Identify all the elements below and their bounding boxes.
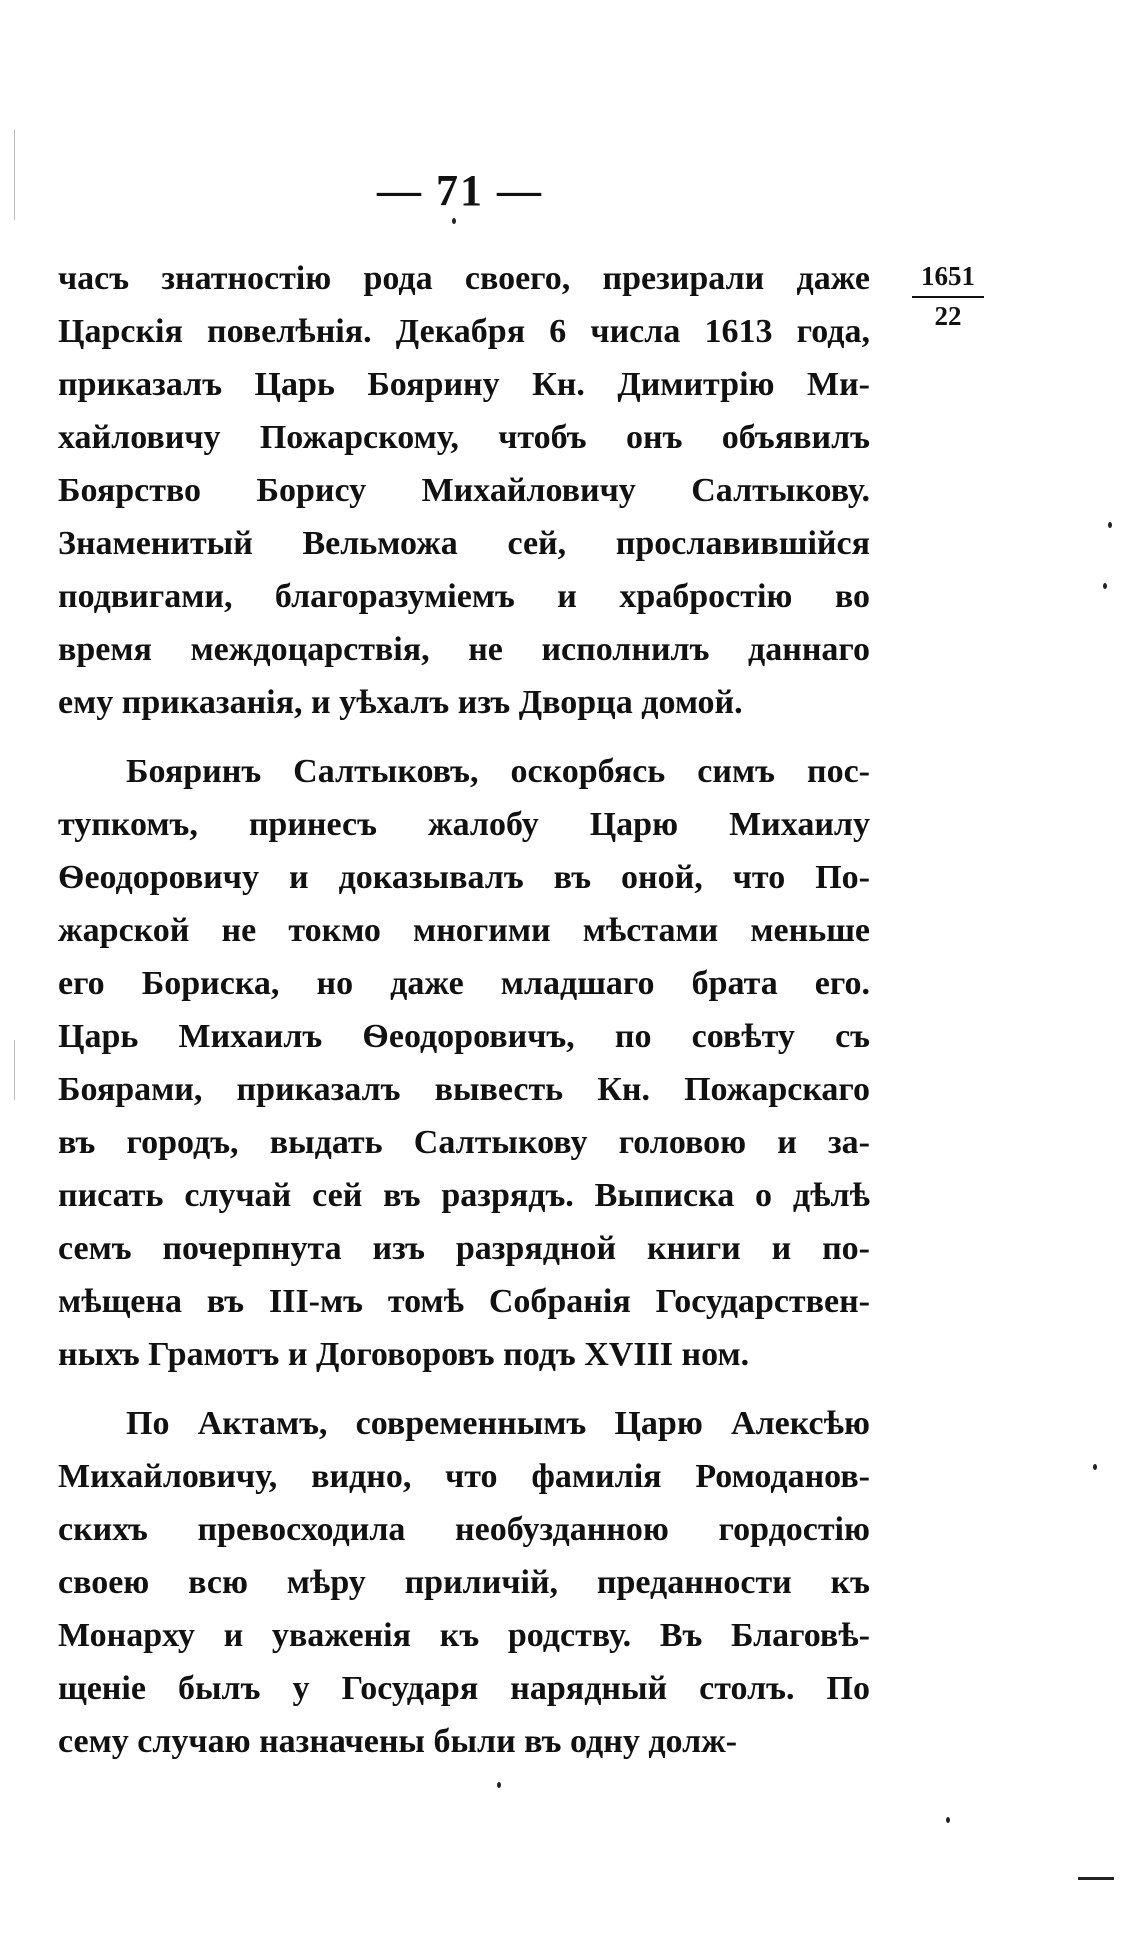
text-line: часъ знатностію рода своего, презирали даже bbox=[58, 260, 870, 297]
text-line: его Бориска, но даже младшаго брата его. bbox=[58, 965, 870, 1002]
page-number: — 71 — bbox=[377, 166, 543, 215]
text-line: Бояринъ Салтыковъ, оскорбясь симъ пос- bbox=[126, 753, 870, 790]
text-line: Боярство Борису Михайловичу Салтыкову. bbox=[58, 472, 870, 509]
paragraph bbox=[58, 252, 870, 729]
text-line: тупкомъ, принесъ жалобу Царю Михаилу bbox=[58, 806, 870, 843]
print-speck bbox=[1093, 1464, 1097, 1470]
text-line: Боярами, приказалъ вывесть Кн. Пожарскаго bbox=[58, 1071, 870, 1108]
text-line: время междоцарствія, не исполнилъ даннаго bbox=[58, 631, 870, 668]
text-line: Царскія повелѣнія. Декабря 6 числа 1613 года, bbox=[58, 313, 870, 350]
paragraph bbox=[58, 1397, 870, 1768]
text-line: подвигами, благоразуміемъ и храбростію во bbox=[58, 578, 870, 615]
text-line: Монарху и уваженія къ родству. Въ Благовѣ- bbox=[58, 1617, 870, 1654]
text-line: хайловичу Пожарскому, чтобъ онъ объявилъ bbox=[58, 419, 870, 456]
page-edge-mark bbox=[14, 1040, 15, 1100]
text-line: Михайловичу, видно, что фамилія Ромоданов- bbox=[58, 1458, 870, 1495]
text-line: Царь Михаилъ Ѳеодоровичъ, по совѣту съ bbox=[58, 1018, 870, 1055]
text-line: Знаменитый Вельможа сей, прославившійся bbox=[58, 525, 870, 562]
margin-date-note bbox=[912, 258, 984, 334]
text-line: въ городъ, выдать Салтыкову головою и за- bbox=[58, 1124, 870, 1161]
body-text bbox=[58, 252, 870, 1784]
print-speck bbox=[946, 1817, 950, 1823]
margin-note-year: 1651 bbox=[912, 258, 984, 298]
print-speck bbox=[1108, 522, 1112, 528]
page-edge-mark bbox=[14, 130, 15, 220]
text-line: семъ почерпнута изъ разрядной книги и по- bbox=[58, 1230, 870, 1267]
text-line: писать случай сей въ разрядъ. Выписка о дѣлѣ bbox=[58, 1177, 870, 1214]
text-line: По Актамъ, современнымъ Царю Алексѣю bbox=[126, 1405, 870, 1442]
text-line: своею всю мѣру приличій, преданности къ bbox=[58, 1564, 870, 1601]
print-speck bbox=[1103, 583, 1107, 589]
text-line: мѣщена въ III-мъ томѣ Собранія Государствен- bbox=[58, 1283, 870, 1320]
text-line: жарской не токмо многими мѣстами меньше bbox=[58, 912, 870, 949]
text-line: щеніе былъ у Государя нарядный столъ. По bbox=[58, 1670, 870, 1707]
text-line: ему приказанія, и уѣхалъ изъ Дворца домой. bbox=[58, 684, 743, 721]
margin-note-day: 22 bbox=[934, 301, 962, 331]
text-line: скихъ превосходила необузданною гордостію bbox=[58, 1511, 870, 1548]
text-line: Ѳеодоровичу и доказывалъ въ оной, что По- bbox=[58, 859, 870, 896]
print-rule-mark bbox=[1078, 1877, 1114, 1880]
text-line: сему случаю назначены были въ одну долж- bbox=[58, 1723, 738, 1760]
paragraph bbox=[58, 745, 870, 1381]
text-line: ныхъ Грамотъ и Договоровъ подъ XVIII ном. bbox=[58, 1336, 750, 1373]
print-speck bbox=[497, 1782, 501, 1788]
print-speck bbox=[452, 218, 456, 224]
text-line: приказалъ Царь Боярину Кн. Димитрію Ми- bbox=[58, 366, 870, 403]
